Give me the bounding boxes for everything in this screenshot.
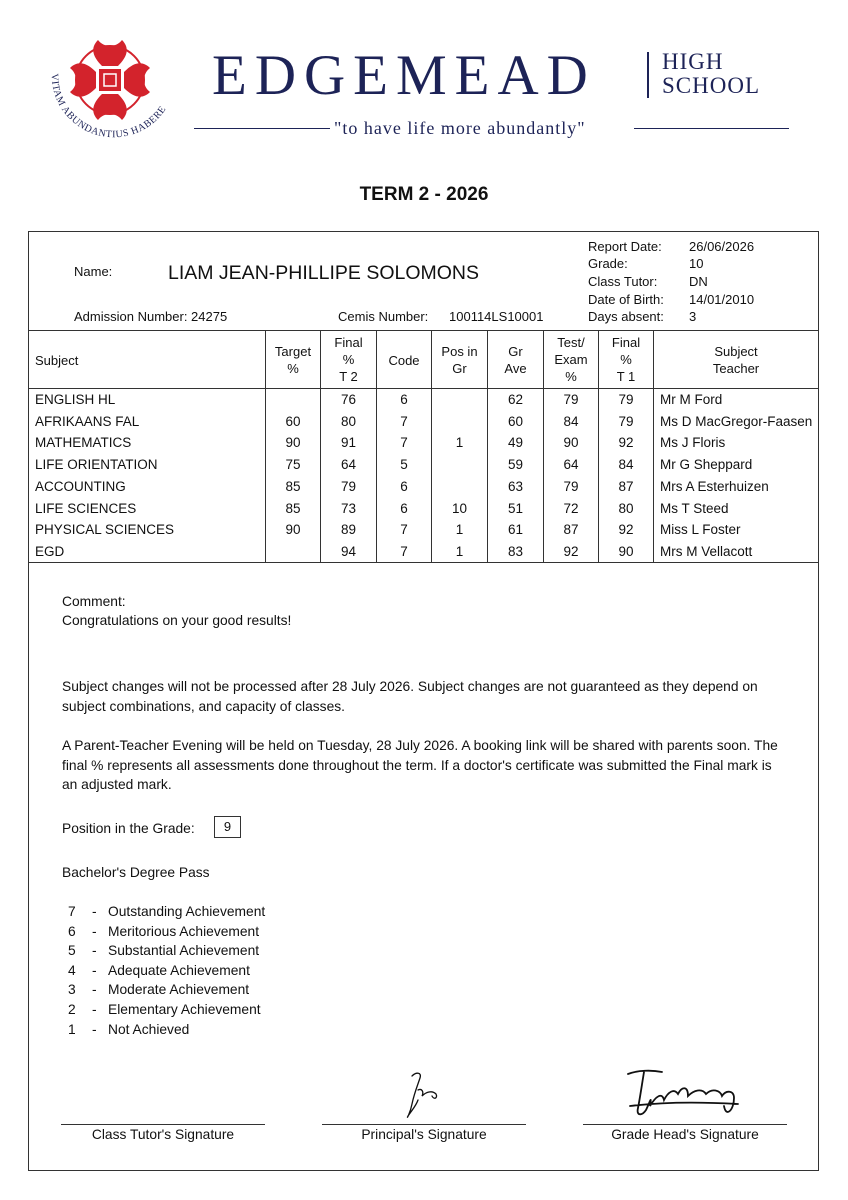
cemis-label: Cemis Number: — [338, 309, 429, 324]
admission-number: Admission Number: 24275 — [74, 309, 228, 324]
table-header-rule — [28, 388, 819, 389]
header-final-t1: Final % T 1 — [611, 335, 641, 384]
header-test-exam: Test/ Exam % — [554, 335, 588, 384]
cell-final-t1: 84 — [618, 457, 634, 473]
class-tutor-signature-line — [61, 1124, 265, 1125]
school-type-line1: HIGH — [662, 49, 724, 74]
code-key-dash: - — [92, 1002, 97, 1017]
dob-label: Date of Birth: — [588, 292, 664, 307]
code-key-number: 7 — [68, 904, 76, 919]
cell-gr-ave: 62 — [507, 392, 524, 407]
header-final-t2: Final % T 2 — [334, 335, 363, 384]
cell-gr-ave: 63 — [507, 478, 524, 494]
motto-rule-right — [634, 128, 789, 129]
header-code: Code — [388, 353, 420, 368]
days-absent-value: 3 — [689, 309, 697, 324]
cell-teacher: Mr G Sheppard — [660, 457, 753, 473]
cell-code: 7 — [400, 543, 408, 559]
student-name: LIAM JEAN-PHILLIPE SOLOMONS — [168, 262, 480, 284]
cell-subject: LIFE ORIENTATION — [35, 457, 158, 473]
cell-target: 75 — [285, 457, 301, 473]
school-type-line2: SCHOOL — [662, 73, 761, 98]
notice-subject-changes: Subject changes will not be processed after 28 July 2026. Subject changes are not guaranteed as they depend on subject combinations, and capacity of classes. — [62, 679, 758, 714]
header-subject: Subject — [35, 353, 79, 368]
cell-final-t2: 89 — [340, 522, 357, 538]
brand-divider — [647, 52, 649, 98]
cell-test-exam: 92 — [563, 543, 579, 559]
report-date-label: Report Date: — [588, 239, 662, 254]
cell-pos: 1 — [455, 522, 464, 538]
term-title: TERM 2 - 2026 — [359, 184, 489, 205]
class-tutor-label: Class Tutor: — [588, 274, 658, 289]
grade-head-signature-line — [583, 1124, 787, 1125]
cell-final-t1: 87 — [618, 478, 634, 494]
cell-target: 90 — [285, 435, 301, 451]
cell-final-t2: 80 — [340, 413, 357, 429]
cell-pos: 1 — [455, 435, 464, 451]
table-top-rule — [28, 330, 819, 331]
cell-teacher: Mrs A Esterhuizen — [660, 478, 769, 494]
code-key-description: Moderate Achievement — [108, 982, 250, 998]
table-bottom-rule — [28, 562, 819, 563]
cell-final-t1: 79 — [618, 392, 634, 407]
school-crest-logo — [44, 30, 180, 148]
code-key-dash: - — [92, 923, 97, 939]
cell-pos: 1 — [455, 543, 464, 559]
code-key-number: 4 — [68, 962, 76, 978]
grade-label: Grade: — [588, 256, 628, 271]
svg-text:VITAM ABUNDANTIUS HABERE: VITAM ABUNDANTIUS HABERE — [48, 73, 169, 141]
cell-teacher: Mrs M Vellacott — [660, 543, 753, 559]
cell-teacher: Mr M Ford — [660, 392, 723, 407]
cell-subject: EGD — [35, 543, 65, 559]
cell-teacher: Miss L Foster — [660, 522, 741, 538]
header-target: Target % — [274, 344, 312, 376]
code-key-description: Adequate Achievement — [108, 962, 250, 978]
grade-value: 10 — [689, 256, 704, 271]
code-key-number: 5 — [68, 943, 76, 959]
cell-target: 90 — [285, 522, 301, 538]
motto-rule-left — [194, 128, 330, 129]
cell-code: 7 — [400, 435, 408, 451]
cell-gr-ave: 60 — [507, 413, 524, 429]
cell-final-t2: 91 — [340, 435, 357, 451]
grade-head-signature-label: Grade Head's Signature — [611, 1127, 759, 1142]
cell-teacher: Ms D MacGregor-Faasen — [660, 413, 813, 429]
cell-code: 6 — [400, 392, 408, 407]
header-gr-ave: Gr Ave — [504, 344, 527, 376]
cell-code: 7 — [400, 413, 408, 429]
crest-cross-icon — [70, 40, 150, 120]
cell-target: 60 — [285, 413, 301, 429]
class-tutor-value: DN — [689, 274, 708, 289]
report-date-value: 26/06/2026 — [689, 239, 755, 254]
cell-pos: 10 — [451, 500, 468, 516]
class-tutor-signature-label: Class Tutor's Signature — [91, 1127, 235, 1142]
code-key-dash: - — [92, 962, 97, 978]
principal-signature-line — [322, 1124, 526, 1125]
principal-signature-mark — [398, 1070, 448, 1124]
cell-final-t1: 92 — [618, 522, 634, 538]
cemis-number: 100114LS10001 — [449, 309, 544, 324]
comment-text: Congratulations on your good results! — [62, 613, 292, 628]
school-motto: "to have life more abundantly" — [334, 118, 586, 138]
cell-final-t2: 79 — [340, 478, 357, 494]
grade-head-signature-mark — [622, 1066, 748, 1124]
cell-final-t2: 73 — [340, 500, 357, 516]
cell-final-t2: 94 — [340, 543, 357, 559]
cell-code: 5 — [400, 457, 408, 473]
cell-test-exam: 79 — [563, 392, 579, 407]
cell-test-exam: 79 — [563, 478, 579, 494]
cell-teacher: Ms J Floris — [660, 435, 726, 451]
code-key-dash: - — [92, 982, 97, 998]
code-key-description: Meritorious Achievement — [108, 923, 260, 939]
days-absent-label: Days absent: — [588, 309, 664, 324]
code-key-number: 6 — [68, 923, 76, 939]
cell-subject: MATHEMATICS — [35, 435, 132, 451]
cell-final-t1: 90 — [618, 543, 634, 559]
cell-subject: ENGLISH HL — [35, 392, 116, 407]
position-value: 9 — [214, 816, 241, 838]
cell-target: 85 — [285, 500, 301, 516]
code-key-description: Substantial Achievement — [108, 943, 260, 959]
cell-gr-ave: 83 — [507, 543, 524, 559]
code-key-dash: - — [92, 1021, 97, 1037]
cell-test-exam: 90 — [563, 435, 579, 451]
principal-signature-label: Principal's Signature — [361, 1127, 487, 1142]
cell-test-exam: 64 — [563, 457, 579, 473]
cell-final-t1: 80 — [618, 500, 634, 516]
code-key-number: 1 — [68, 1021, 76, 1037]
cell-subject: ACCOUNTING — [35, 478, 126, 494]
cell-subject: AFRIKAANS FAL — [35, 413, 140, 429]
code-key-number: 2 — [68, 1002, 76, 1017]
header-pos-in-gr: Pos in Gr — [441, 344, 478, 376]
code-key-description: Outstanding Achievement — [108, 904, 266, 919]
code-key-description: Elementary Achievement — [108, 1002, 261, 1017]
cell-final-t1: 79 — [618, 413, 634, 429]
code-key-dash: - — [92, 943, 97, 959]
cell-test-exam: 87 — [563, 522, 579, 538]
cell-code: 7 — [400, 522, 408, 538]
cell-gr-ave: 59 — [507, 457, 524, 473]
cell-code: 6 — [400, 478, 408, 494]
cell-final-t2: 64 — [340, 457, 357, 473]
school-name: EDGEMEAD — [212, 44, 596, 107]
cell-final-t2: 76 — [340, 392, 357, 407]
code-key-description: Not Achieved — [108, 1021, 190, 1037]
cell-subject: LIFE SCIENCES — [35, 500, 137, 516]
code-key-dash: - — [92, 904, 97, 919]
header-teacher: Subject Teacher — [712, 344, 760, 376]
pass-type: Bachelor's Degree Pass — [62, 865, 210, 880]
cell-test-exam: 84 — [563, 413, 579, 429]
notice-parent-evening: A Parent-Teacher Evening will be held on Tuesday, 28 July 2026. A booking link will be shared with parents soon. The final % represents all assessments done throughout the term. If a doctor's certificate was submitted the Final mark is an adjusted mark. — [62, 738, 778, 792]
cell-final-t1: 92 — [618, 435, 634, 451]
cell-gr-ave: 51 — [507, 500, 524, 516]
cell-teacher: Ms T Steed — [660, 500, 729, 516]
dob-value: 14/01/2010 — [689, 292, 755, 307]
name-label: Name: — [74, 264, 113, 279]
comment-label: Comment: — [62, 594, 126, 609]
cell-subject: PHYSICAL SCIENCES — [35, 522, 175, 538]
cell-test-exam: 72 — [563, 500, 579, 516]
school-type — [662, 50, 760, 98]
cell-code: 6 — [400, 500, 408, 516]
cell-target: 85 — [285, 478, 301, 494]
cell-gr-ave: 49 — [507, 435, 524, 451]
cell-gr-ave: 61 — [507, 522, 524, 538]
code-key-number: 3 — [68, 982, 76, 998]
position-label: Position in the Grade: — [62, 821, 195, 836]
